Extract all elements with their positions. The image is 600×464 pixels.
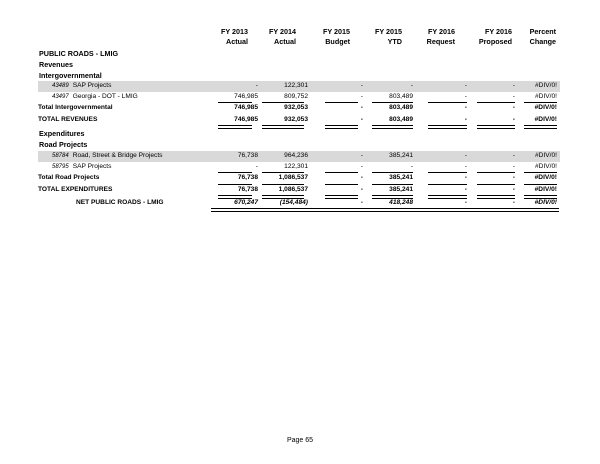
double-underline — [524, 125, 557, 129]
cell-fy2014: 932,053 — [284, 116, 308, 123]
cell-fy2016-proposed: - — [512, 104, 515, 111]
cell-percent-change: #DIV/0! — [534, 174, 557, 181]
double-underline — [262, 125, 304, 129]
intergovernmental-heading: Intergovernmental — [39, 71, 102, 80]
cell-fy2015-budget: - — [360, 174, 363, 181]
cell-fy2015-ytd: 803,489 — [389, 93, 413, 100]
cell-fy2015-ytd: 803,489 — [389, 104, 413, 111]
col-header-fy2016-request: FY 2016 Request — [426, 27, 455, 46]
row-label: TOTAL REVENUES — [38, 116, 98, 123]
cell-fy2013: 746,985 — [234, 93, 258, 100]
cell-fy2015-budget: - — [360, 186, 363, 193]
cell-fy2016-proposed: - — [512, 199, 515, 206]
double-underline — [477, 125, 515, 129]
net-double-underline — [211, 208, 559, 212]
cell-fy2016-proposed: - — [512, 82, 515, 89]
cell-percent-change: #DIV/0! — [534, 186, 557, 193]
cell-fy2015-budget: - — [360, 93, 363, 100]
cell-fy2016-proposed: - — [512, 174, 515, 181]
cell-fy2016-proposed: - — [512, 93, 515, 100]
road-projects-heading: Road Projects — [39, 140, 88, 149]
cell-fy2013: 76,738 — [237, 186, 258, 193]
row-label: Total Road Projects — [38, 174, 100, 181]
cell-fy2016-request: - — [464, 116, 467, 123]
cell-fy2014: (154,484) — [279, 199, 308, 206]
cell-percent-change: #DIV/0! — [534, 116, 557, 123]
revenues-heading: Revenues — [39, 60, 73, 69]
cell-fy2016-request: - — [464, 199, 467, 206]
col-header-fy2013-actual: FY 2013 Actual — [220, 27, 248, 46]
cell-fy2015-budget: - — [360, 163, 363, 170]
row-label: Total Intergovernmental — [38, 104, 113, 111]
double-underline — [428, 125, 467, 129]
table-row-total-road-projects — [38, 173, 560, 184]
cell-percent-change: #DIV/0! — [535, 82, 557, 89]
cell-fy2016-request: - — [464, 186, 467, 193]
cell-fy2015-budget: - — [360, 116, 363, 123]
cell-fy2016-request: - — [464, 152, 467, 159]
row-label: Georgia - DOT - LMIG — [72, 93, 138, 100]
cell-fy2015-ytd: - — [410, 163, 413, 170]
cell-fy2015-budget: - — [360, 152, 363, 159]
cell-fy2016-request: - — [464, 82, 467, 89]
account-code: 58795 — [52, 164, 69, 170]
cell-fy2015-ytd: 385,241 — [389, 152, 413, 159]
col-header-percent-change: Percent Change — [529, 27, 556, 46]
table-row-sap-projects-revenue — [38, 81, 560, 92]
cell-fy2014: 122,301 — [284, 163, 308, 170]
cell-fy2016-request: - — [464, 174, 467, 181]
col-header-fy2016-proposed: FY 2016 Proposed — [478, 27, 512, 46]
col-header-fy2015-ytd: FY 2015 YTD — [374, 27, 402, 46]
account-code: 43497 — [52, 94, 69, 100]
cell-fy2013: 746,985 — [234, 104, 258, 111]
account-code: 58784 — [52, 153, 69, 159]
cell-fy2016-proposed: - — [512, 116, 515, 123]
cell-fy2014: 122,301 — [284, 82, 308, 89]
cell-fy2015-ytd: - — [410, 82, 413, 89]
cell-fy2013: - — [255, 163, 258, 170]
row-label: TOTAL EXPENDITURES — [38, 186, 113, 193]
cell-fy2016-proposed: - — [512, 163, 515, 170]
cell-percent-change: #DIV/0! — [534, 199, 557, 206]
double-underline — [372, 125, 413, 129]
cell-percent-change: #DIV/0! — [535, 152, 557, 159]
page-number: Page 65 — [286, 437, 314, 444]
table-row-road-street-bridge — [38, 151, 560, 162]
cell-fy2013: 746,985 — [234, 116, 258, 123]
cell-fy2015-budget: - — [360, 82, 363, 89]
row-label: Road, Street & Bridge Projects — [72, 152, 163, 159]
table-row-total-intergovernmental — [38, 103, 560, 114]
cell-fy2016-request: - — [464, 163, 467, 170]
cell-fy2015-budget: - — [360, 199, 363, 206]
cell-fy2013: 76,738 — [237, 152, 258, 159]
account-code: 43489 — [52, 83, 69, 89]
expenditures-heading: Expenditures — [39, 129, 85, 138]
cell-fy2014: 809,752 — [284, 93, 308, 100]
col-header-fy2014-actual: FY 2014 Actual — [268, 27, 296, 46]
cell-fy2013: - — [255, 82, 258, 89]
double-underline — [218, 125, 252, 129]
cell-fy2015-ytd: 385,241 — [389, 186, 413, 193]
row-label: NET PUBLIC ROADS - LMIG — [76, 199, 164, 206]
cell-percent-change: #DIV/0! — [534, 104, 557, 111]
double-underline — [325, 125, 358, 129]
cell-fy2015-budget: - — [360, 104, 363, 111]
cell-fy2015-ytd: 418,248 — [389, 199, 413, 206]
cell-fy2015-ytd: 385,241 — [389, 174, 413, 181]
row-label: SAP Projects — [72, 163, 112, 170]
section-title: PUBLIC ROADS - LMIG — [39, 49, 119, 58]
cell-fy2014: 1,086,537 — [278, 186, 308, 193]
cell-fy2016-proposed: - — [512, 186, 515, 193]
col-header-fy2015-budget: FY 2015 Budget — [322, 27, 350, 46]
cell-percent-change: #DIV/0! — [535, 163, 557, 170]
cell-fy2014: 932,053 — [284, 104, 308, 111]
row-label: SAP Projects — [72, 82, 112, 89]
cell-fy2016-proposed: - — [512, 152, 515, 159]
cell-fy2013: 76,738 — [237, 174, 258, 181]
cell-fy2014: 1,086,537 — [278, 174, 308, 181]
cell-fy2015-ytd: 803,489 — [389, 116, 413, 123]
cell-fy2014: 964,236 — [284, 152, 308, 159]
cell-percent-change: #DIV/0! — [535, 93, 557, 100]
cell-fy2016-request: - — [464, 93, 467, 100]
cell-fy2016-request: - — [464, 104, 467, 111]
cell-fy2013: 670,247 — [234, 199, 258, 206]
